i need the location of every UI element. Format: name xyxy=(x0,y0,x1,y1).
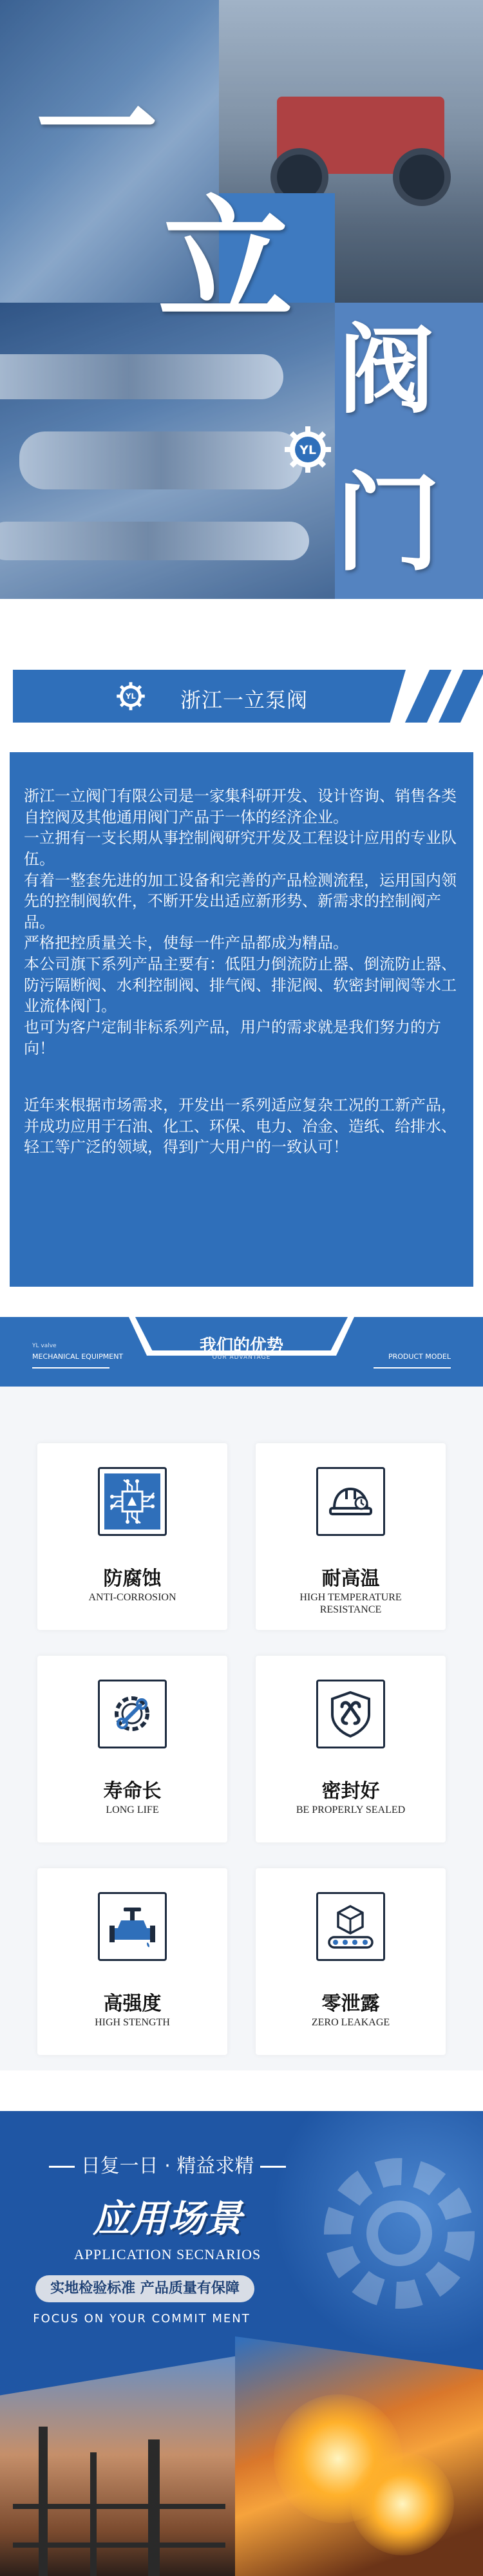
yl-gear-logo-icon xyxy=(283,425,332,474)
advantage-subtitle: ZERO LEAKAGE xyxy=(311,2017,390,2028)
hard-hat-icon xyxy=(323,1473,379,1530)
company-banner xyxy=(0,670,483,723)
advantage-card xyxy=(256,1868,446,2055)
advantage-title: 寿命长 xyxy=(103,1780,162,1803)
advantage-subtitle: LONG LIFE xyxy=(106,1804,159,1815)
intro-paragraph: 有着一整套先进的加工设备和完善的产品检测流程，运用国内领先的控制阀软件，不断开发出适应新形势、新需求的控制阀产品。 xyxy=(24,871,457,931)
application-section xyxy=(0,2111,483,2576)
advantage-subtitle: HIGH TEMPERATURE RESISTANCE xyxy=(299,1592,402,1616)
hero-calligraphy-2: 立 xyxy=(158,181,294,340)
advantage-title: 耐高温 xyxy=(321,1567,380,1590)
advantages-title: 我们的优势 xyxy=(199,1336,283,1356)
advantage-subtitle: BE PROPERLY SEALED xyxy=(296,1804,406,1815)
advantages-right-label: PRODUCT MODEL xyxy=(388,1352,451,1361)
advantage-title: 密封好 xyxy=(321,1780,380,1803)
hero-calligraphy-4: 门 xyxy=(335,460,441,585)
advantage-card xyxy=(256,1656,446,1842)
intro-paragraph: 一立拥有一支长期从事控制阀研究开发及工程设计应用的专业队伍。 xyxy=(24,829,457,868)
advantage-card xyxy=(37,1443,227,1630)
advantages-header xyxy=(0,1317,483,1387)
advantage-card xyxy=(256,1443,446,1630)
intro-paragraph: 严格把控质量关卡，使每一件产品都成为精品。 xyxy=(24,934,348,952)
advantages-left-label: MECHANICAL EQUIPMENT xyxy=(32,1352,124,1361)
valve-icon xyxy=(104,1899,160,1955)
application-slogan: 日复一日 · 精益求精 xyxy=(0,2150,335,2178)
gear-wrench-icon xyxy=(104,1686,160,1742)
application-photo-welding xyxy=(235,2336,483,2576)
company-intro xyxy=(10,752,473,1287)
circuit-chip-icon xyxy=(104,1473,160,1530)
advantage-card xyxy=(37,1656,227,1842)
advantage-title: 零泄露 xyxy=(321,1993,380,2015)
application-title: 应用场景 xyxy=(92,2197,242,2240)
advantage-subtitle: HIGH STENGTH xyxy=(95,2017,170,2028)
yl-gear-logo-icon xyxy=(116,681,146,711)
intro-paragraph: 浙江一立阀门有限公司是一家集科研开发、设计咨询、销售各类自控阀及其他通用阀门产品于一体的经济企业。 xyxy=(24,787,457,826)
advantage-card xyxy=(37,1868,227,2055)
advantages-left-small: YL valve xyxy=(32,1343,57,1349)
intro-paragraph: 近年来根据市场需求，开发出一系列适应复杂工况的工新产品，并成功应用于石油、化工、环保、电力、冶金、造纸、给排水、轻工等广泛的领域，得到广大用户的一致认可！ xyxy=(24,1096,457,1157)
advantage-title: 高强度 xyxy=(103,1993,162,2015)
svg-text:YL: YL xyxy=(299,443,316,457)
quality-pill: 实地检验标准 产品质量有保障 xyxy=(35,2275,254,2302)
advantage-title: 防腐蚀 xyxy=(103,1567,162,1590)
svg-text:YL: YL xyxy=(126,692,136,701)
hero-calligraphy-3: 阀 xyxy=(338,314,435,427)
hero-section xyxy=(0,0,483,628)
conveyor-box-icon xyxy=(323,1899,379,1955)
intro-paragraph: 本公司旗下系列产品主要有：低阻力倒流防止器、倒流防止器、防污隔断阀、水利控制阀、排气阀、排泥阀、软密封闸阀等水工业流体阀门。 xyxy=(24,955,457,1016)
advantage-subtitle: ANTI-CORROSION xyxy=(88,1592,176,1603)
application-photo-refinery xyxy=(0,2356,238,2576)
application-focus: FOCUS ON YOUR COMMIT MENT xyxy=(33,2312,251,2325)
wrench-badge-icon xyxy=(323,1686,379,1742)
banner-title: 浙江一立泵阀 xyxy=(180,688,308,712)
advantages-subtitle: OUR ADVANTAGE xyxy=(212,1354,271,1361)
application-title-en: APPLICATION SECNARIOS xyxy=(73,2246,261,2262)
intro-paragraph: 也可为客户定制非标系列产品，用户的需求就是我们努力的方向！ xyxy=(24,1018,441,1057)
advantages-grid xyxy=(0,1387,483,2070)
hero-calligraphy-1: 一 xyxy=(35,57,158,200)
